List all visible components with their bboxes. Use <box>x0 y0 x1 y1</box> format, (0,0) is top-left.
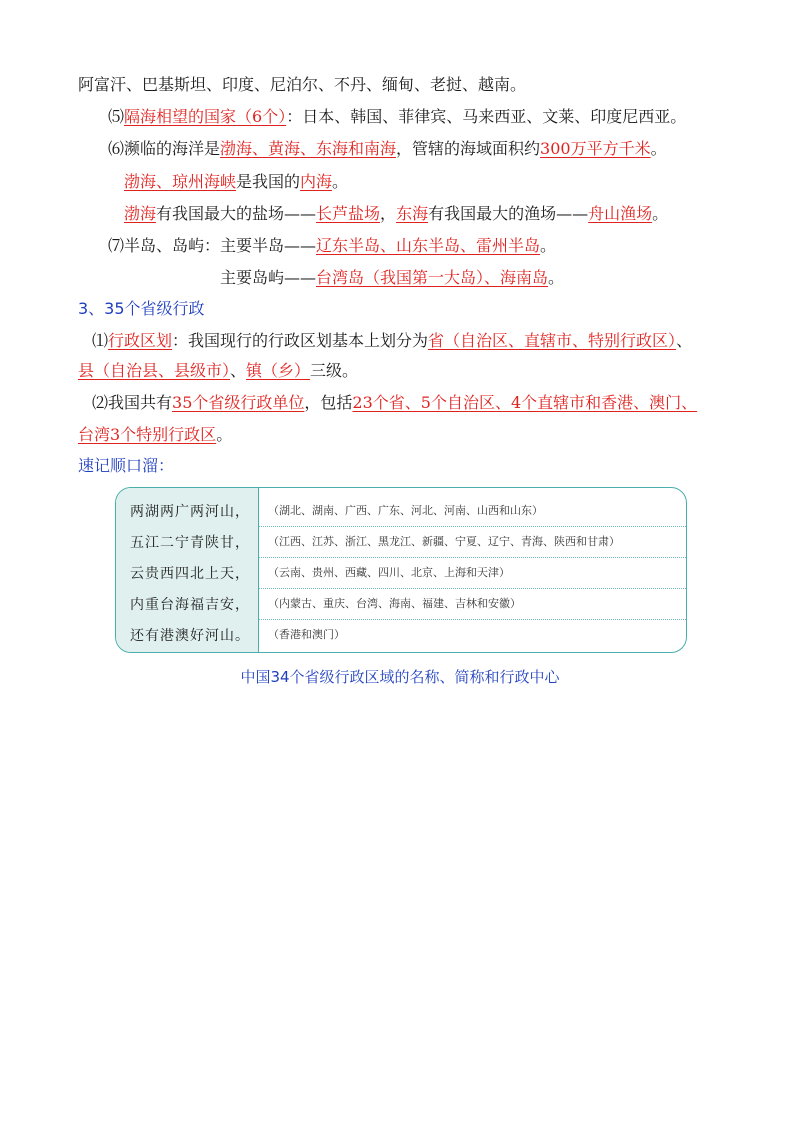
text: 主要岛屿—— <box>220 268 317 287</box>
highlight-text: 县（自治县、县级市） <box>78 361 231 380</box>
text: 。 <box>540 236 557 255</box>
highlight-text: 辽东半岛、山东半岛、雷州半岛 <box>316 236 541 255</box>
highlight-text: 东海 <box>396 204 429 223</box>
text-line-6 <box>108 138 667 160</box>
table-row <box>116 526 686 557</box>
text: 三级。 <box>310 361 359 380</box>
text: ⑴ <box>92 331 109 350</box>
text: 。 <box>548 268 565 287</box>
highlight-text: 内海 <box>300 172 333 191</box>
verse-text: 还有港澳好河山。 <box>130 628 250 644</box>
mnemonic-table <box>115 487 687 653</box>
text: 。 <box>332 172 349 191</box>
highlight-text: 渤海、琼州海峡 <box>124 172 237 191</box>
text-line-division <box>92 330 692 352</box>
province-note: （江西、江苏、浙江、黑龙江、新疆、宁夏、辽宁、青海、陕西和甘肃） <box>268 535 620 548</box>
highlight-text: 35个省级行政单位 <box>172 393 305 412</box>
text: 是我国的 <box>236 172 301 191</box>
highlight-text: 23个省、5个自治区、4个直辖市和香港、澳门、 <box>352 393 698 412</box>
highlight-text: 渤海 <box>124 204 157 223</box>
highlight-text: 300万平方千米 <box>540 139 651 158</box>
highlight-text: 台湾3个特别行政区 <box>78 425 217 444</box>
text-line-salt-fish <box>124 203 668 225</box>
verse-text: 云贵西四北上天， <box>130 566 250 582</box>
text: ⑹濒临的海洋是 <box>108 139 221 158</box>
highlight-text: 舟山渔场 <box>588 204 653 223</box>
text: ， <box>380 204 397 223</box>
text: ，包括 <box>304 393 353 412</box>
table-row <box>116 619 686 650</box>
table-row <box>116 588 686 619</box>
text-line-7 <box>108 235 556 257</box>
text: ⑵我国共有 <box>92 393 173 412</box>
highlight-text: 行政区划 <box>108 331 173 350</box>
verse-text: 两湖两广两河山， <box>130 504 250 520</box>
highlight-text: 长芦盐场 <box>316 204 381 223</box>
province-note: （湖北、湖南、广西、广东、河北、河南、山西和山东） <box>268 504 543 517</box>
text: 、 <box>676 331 693 350</box>
text: 。 <box>652 204 669 223</box>
province-note: （云南、贵州、西藏、四川、北京、上海和天津） <box>268 566 510 579</box>
text-line-neighbors <box>78 74 526 96</box>
mnemonic-heading: 速记顺口溜： <box>78 456 175 475</box>
text: 有我国最大的渔场—— <box>428 204 589 223</box>
text-line-count-cont <box>78 424 232 446</box>
text-line-inner-sea <box>124 171 348 193</box>
text: 有我国最大的盐场—— <box>156 204 317 223</box>
highlight-text: 台湾岛（我国第一大岛）、海南岛 <box>316 268 549 287</box>
text: 。 <box>216 425 233 444</box>
section-heading: 3、35个省级行政 <box>78 299 205 318</box>
text: 、 <box>230 361 247 380</box>
verse-text: 内重台海福吉安， <box>130 597 250 613</box>
text-line-5 <box>108 106 686 128</box>
text-line-islands <box>220 267 564 289</box>
table-caption: 中国34个省级行政区域的名称、简称和行政中心 <box>240 668 560 686</box>
text-line-count <box>92 392 697 414</box>
highlight-text: 隔海相望的国家（6个） <box>124 107 287 126</box>
text: ⑺半岛、岛屿：主要半岛—— <box>108 236 317 255</box>
text: ，管辖的海域面积约 <box>396 139 541 158</box>
text: 。 <box>650 139 667 158</box>
highlight-text: 省（自治区、直辖市、特别行政区） <box>428 331 677 350</box>
table-row <box>116 557 686 588</box>
verse-text: 五江二宁青陕甘， <box>130 535 250 551</box>
highlight-text: 镇（乡） <box>246 361 311 380</box>
text-line-division-cont <box>78 360 358 382</box>
text: ：日本、韩国、菲律宾、马来西亚、文莱、印度尼西亚。 <box>286 107 687 126</box>
text: ⑸ <box>108 107 125 126</box>
text: ：我国现行的行政区划基本上划分为 <box>172 331 429 350</box>
table-row <box>116 495 686 526</box>
text: 阿富汗、巴基斯坦、印度、尼泊尔、不丹、缅甸、老挝、越南。 <box>78 75 527 94</box>
province-note: （内蒙古、重庆、台湾、海南、福建、吉林和安徽） <box>268 597 521 610</box>
highlight-text: 渤海、黄海、东海和南海 <box>220 139 397 158</box>
province-note: （香港和澳门） <box>268 628 345 641</box>
